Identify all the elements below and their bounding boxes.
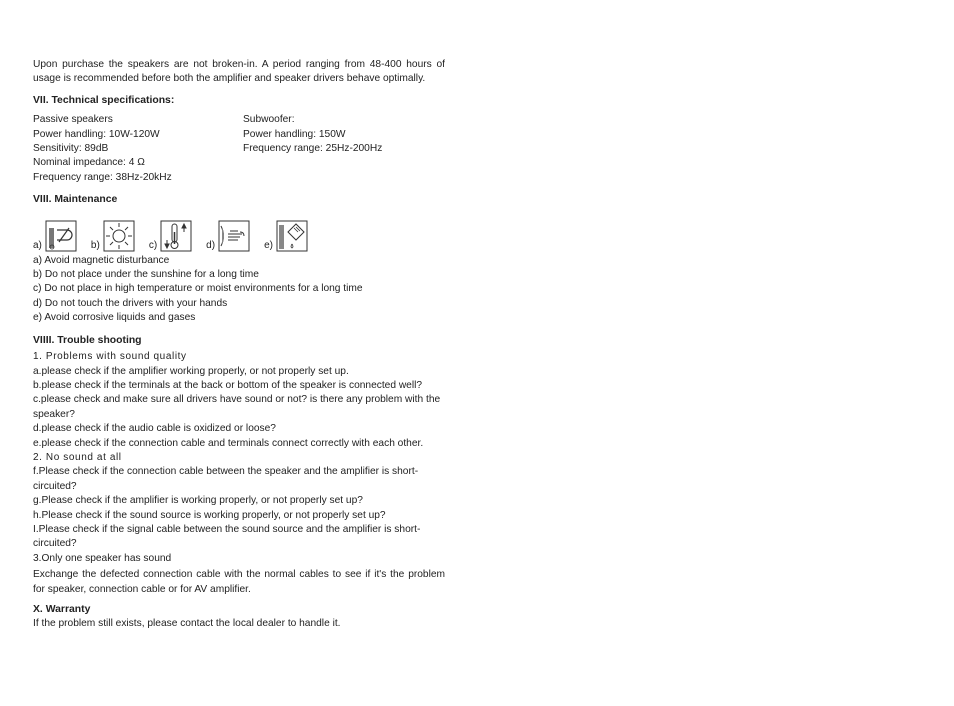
trouble-subheading-2: 2. No sound at all <box>33 451 122 463</box>
magnet-icon <box>45 220 77 252</box>
maintenance-icon-b <box>91 220 135 252</box>
tech-spec-heading: VII. Technical specifications: <box>33 94 175 106</box>
trouble-item: I.Please check if the signal cable between the sound source and the amplifier is short-circuited? <box>33 523 421 550</box>
maintenance-item: d) Do not touch the drivers with your hands <box>33 297 228 309</box>
trouble-subheading-1: 1. Problems with sound quality <box>33 351 187 363</box>
icon-label: b) <box>90 239 100 251</box>
hand-icon <box>218 220 250 252</box>
trouble-item: b.please check if the terminals at the back or bottom of the speaker is connected well? <box>33 379 423 391</box>
corrosive-liquid-icon <box>276 220 308 252</box>
trouble-item: h.Please check if the sound source is working properly, or not properly set up? <box>33 509 386 521</box>
trouble-item: c.please check and make sure all drivers have sound or not? is there any problem with the speaker? <box>33 394 441 420</box>
warranty-heading: X. Warranty <box>33 604 91 615</box>
maintenance-item: b) Do not place under the sunshine for a long time <box>33 269 259 281</box>
spec-line: Sensitivity: 89dB <box>33 143 109 155</box>
maintenance-icon-e <box>264 220 308 252</box>
icon-label: e) <box>264 239 273 251</box>
trouble-heading: VIIII. Trouble shooting <box>33 334 142 346</box>
maintenance-item: c) Do not place in high temperature or moist environments for a long time <box>33 283 363 295</box>
maintenance-icon-a <box>33 220 77 252</box>
spec-columns <box>33 113 445 185</box>
maintenance-icon-d <box>206 220 250 252</box>
subwoofer-spec-list <box>243 113 445 185</box>
spec-line: Power handling: 150W <box>243 128 346 140</box>
spec-line: Power handling: 10W-120W <box>33 128 160 140</box>
maintenance-item: e) Avoid corrosive liquids and gases <box>33 312 196 324</box>
icon-label: d) <box>206 239 216 251</box>
sun-icon <box>103 220 135 252</box>
maintenance-heading: VIII. Maintenance <box>33 194 118 206</box>
spec-line: Frequency range: 38Hz-20kHz <box>33 171 172 183</box>
icon-label: c) <box>148 239 158 251</box>
trouble-item: d.please check if the audio cable is oxidized or loose? <box>33 423 276 435</box>
trouble-item: f.Please check if the connection cable between the speaker and the amplifier is short-circuited? <box>33 466 419 492</box>
maintenance-icon-c <box>149 220 192 252</box>
trouble-subheading-3: 3.Only one speaker has sound <box>33 552 172 564</box>
thermometer-icon <box>160 220 192 252</box>
spec-line: Passive speakers <box>33 114 113 126</box>
intro-paragraph: Upon purchase the speakers are not broken-in. A period ranging from 48-400 hours of usage is recommended before both the amplifier and speaker drivers behave optimally. <box>33 59 445 85</box>
manual-page <box>33 58 445 632</box>
spec-line: Frequency range: 25Hz-200Hz <box>243 143 383 155</box>
trouble-item: e.please check if the connection cable and terminals connect correctly with each other. <box>33 437 424 449</box>
maintenance-item: a) Avoid magnetic disturbance <box>33 254 170 266</box>
passive-spec-list <box>33 113 243 185</box>
trouble-text-3: Exchange the defected connection cable with the normal cables to see if it's the problem for speaker, connection cable or for AV amplifier. <box>33 569 445 595</box>
maintenance-icon-row <box>33 212 445 252</box>
icon-label: a) <box>33 239 42 251</box>
trouble-item: a.please check if the amplifier working properly, or not properly set up. <box>33 365 349 377</box>
trouble-item: g.Please check if the amplifier is working properly, or not properly set up? <box>33 495 363 507</box>
spec-line: Nominal impedance: 4 Ω <box>33 157 145 169</box>
spec-line: Subwoofer: <box>243 114 295 126</box>
warranty-text: If the problem still exists, please contact the local dealer to handle it. <box>33 618 341 630</box>
